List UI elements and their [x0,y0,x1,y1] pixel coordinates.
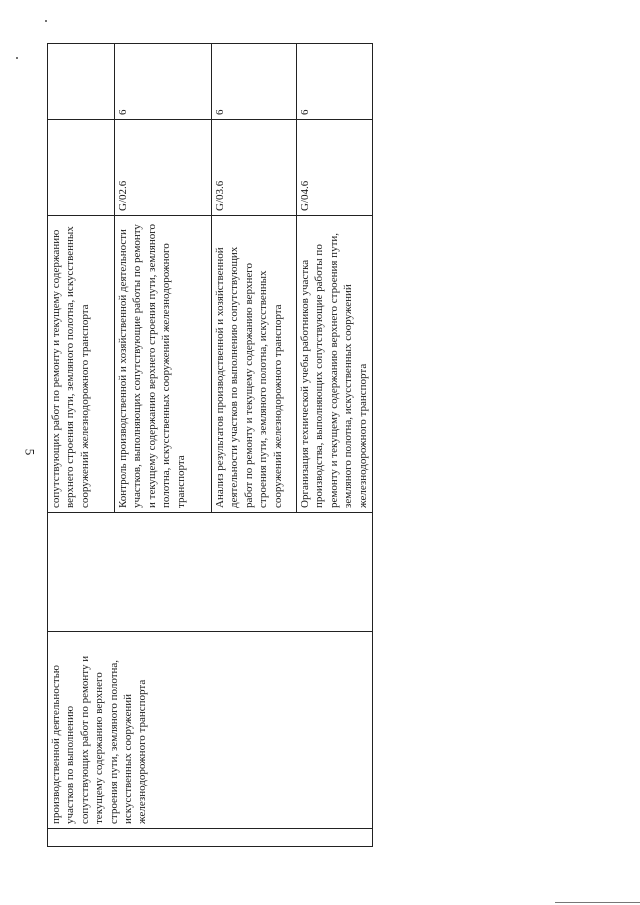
function-text-cell: сопутствующих работ по ремонту и текущему содержанию верхнего строения пути, земляного полотна, искусственных сооружений железнодорожного транспорта [48,216,115,513]
function-text-cell: Анализ результатов производственной и хозяйственной деятельности участков по выполнению сопутствующих работ по ремонту и текущему содержанию верхнего строения пути, земляного полотна, искусственных сооружений железнодорожного транспорта [212,216,297,513]
functions-table [47,43,373,847]
table-row [48,44,115,847]
empty-cell [48,513,373,632]
function-text-cell: Контроль производственной и хозяйственной деятельности участков, выполняющих сопутствующие работы по ремонту и текущему содержанию верхнего строения пути, земляного полотна, искусственных сооружений железнодорожного транспорта [115,216,212,513]
scan-speck [16,57,18,59]
qualification-level-cell: 6 [212,44,297,120]
empty-cell [48,829,373,847]
page-number: 5 [22,448,38,456]
function-text-cell: Организация технической учебы работников участка производства, выполняющих сопутствующие работы по ремонту и текущему содержанию верхнего строения пути, земляного полотна, искусственных сооружений железнодорожного транспорта [297,216,373,513]
function-code-cell [48,120,115,216]
scan-edge [555,902,640,903]
qualification-level-cell: 6 [297,44,373,120]
rotated-table-frame [47,44,372,847]
function-code-cell: G/04.6 [297,120,373,216]
function-code-cell: G/02.6 [115,120,212,216]
function-label-cell: производственной деятельностью участков по выполнению сопутствующих работ по ремонту и текущему содержанию верхнего строения пути, земляного полотна, искусственных сооружений железнодорожного транспорта [48,632,373,829]
scan-speck [45,20,47,22]
qualification-level-cell: 6 [115,44,212,120]
qualification-level-cell [48,44,115,120]
function-code-cell: G/03.6 [212,120,297,216]
